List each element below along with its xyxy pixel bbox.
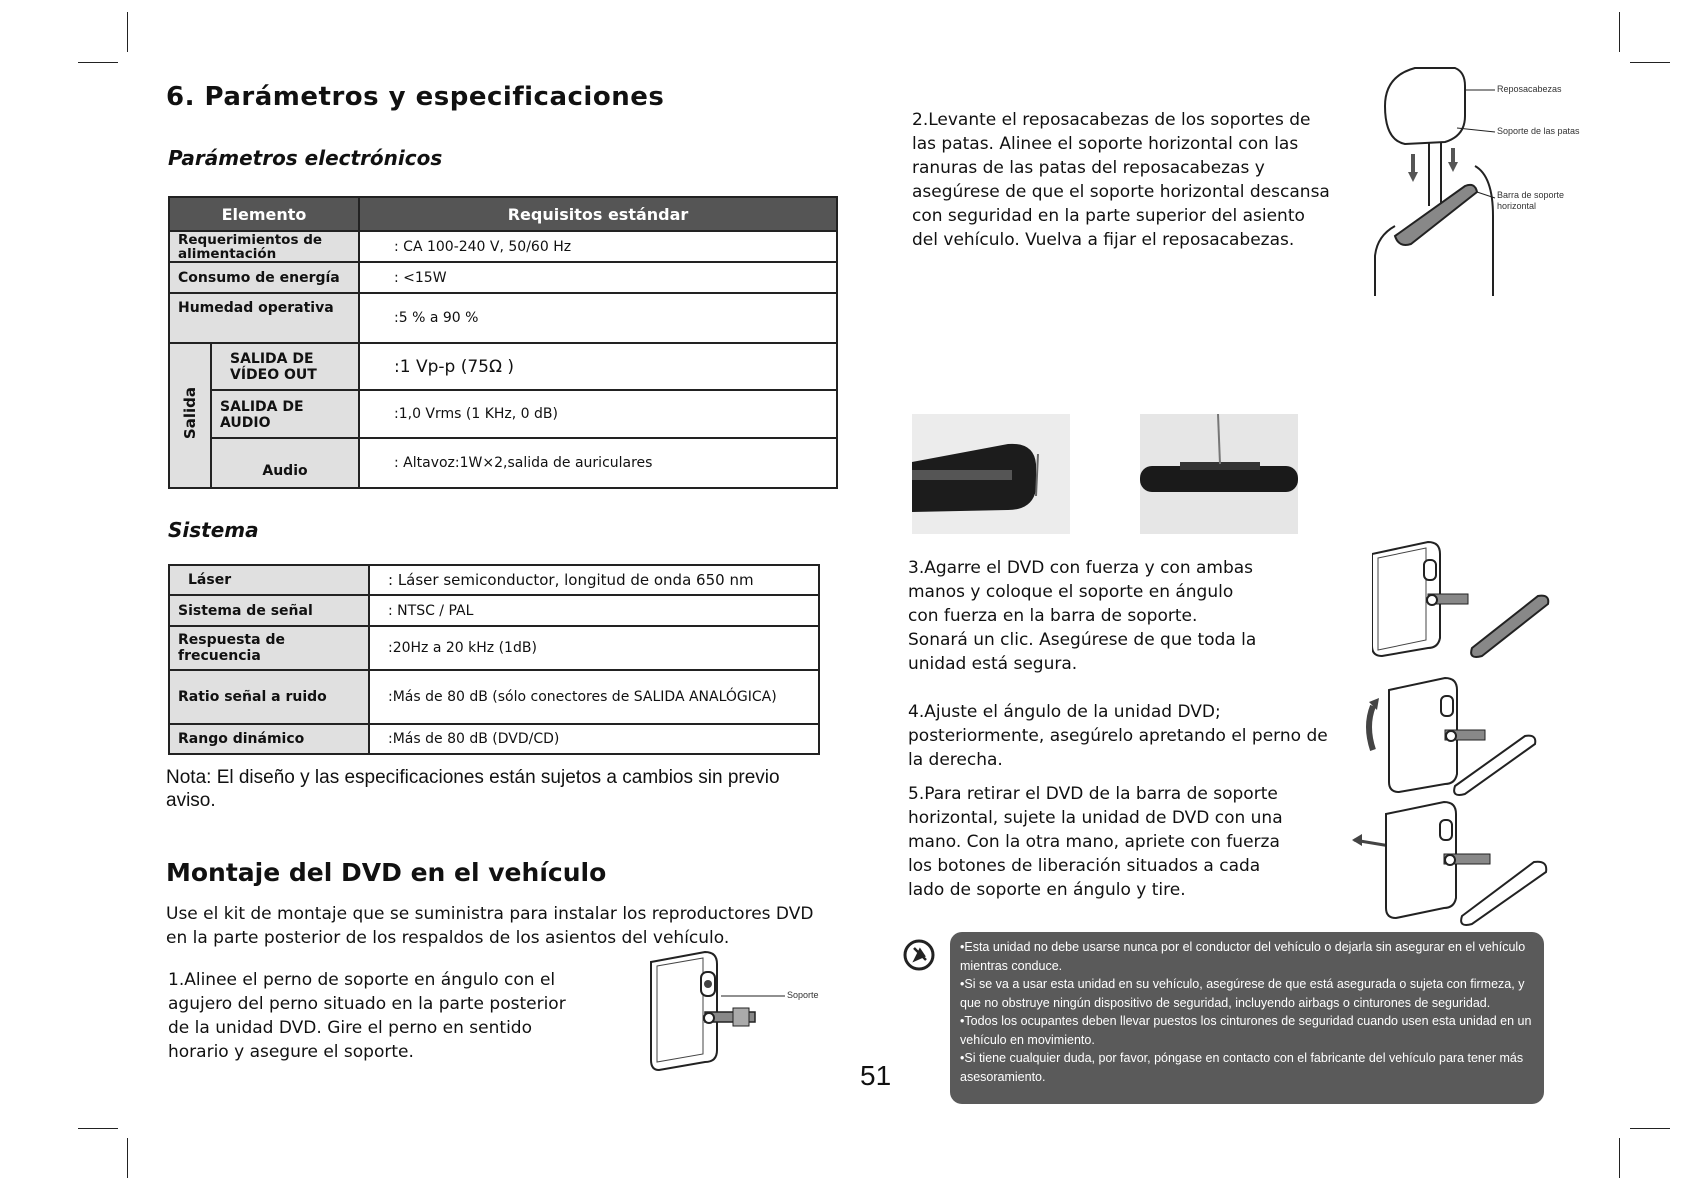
horizontal-bar-label: Barra de soporte horizontal <box>1497 190 1565 211</box>
step-5-text: 5.Para retirar el DVD de la barra de soporte horizontal, sujete la unidad de DVD con una mano. Con la otra mano, apriete con fuerza los botones de liberación situados a cada lado de soporte en ángulo y tire. <box>908 784 1283 900</box>
crop-mark <box>1619 1138 1620 1178</box>
table-cell-key: Sistema de señal <box>169 595 369 626</box>
table-cell-key: Láser <box>169 565 369 595</box>
warning-item: •Todos los ocupantes deben llevar puestos los cinturones de seguridad cuando usen esta unidad en un vehículo en movimiento. <box>960 1014 1532 1047</box>
table-cell-value: :Más de 80 dB (sólo conectores de SALIDA ANALÓGICA) <box>369 670 819 724</box>
step-1-text: 1.Alinee el perno de soporte en ángulo con el agujero del perno situado en la parte posterior de la unidad DVD. Gire el perno en sentido horario y asegure el soporte. <box>168 970 566 1062</box>
table-cell-value: : Láser semiconductor, longitud de onda 650 nm <box>369 565 819 595</box>
headrest-icon <box>1365 66 1580 296</box>
table-cell-value: :1,0 Vrms (1 KHz, 0 dB) <box>359 390 837 438</box>
table-cell-value: : Altavoz:1W×2,salida de auriculares <box>359 438 837 488</box>
crop-mark <box>1630 62 1670 63</box>
table-cell-key: SALIDA DE VÍDEO OUT <box>211 343 359 390</box>
step-3-illustration <box>1372 540 1552 660</box>
table-cell-value: :Más de 80 dB (DVD/CD) <box>369 724 819 754</box>
step-2-text: 2.Levante el reposacabezas de los soportes de las patas. Alinee el soporte horizontal con las ranuras de las patas del reposacabezas y asegúrese de que el soporte horizontal descansa con seguridad en la parte superior del asiento del vehículo. Vuelva a fijar el reposacabezas. <box>912 110 1330 250</box>
table-header-item: Elemento <box>169 197 359 231</box>
table-cell-key: Audio <box>211 438 359 488</box>
table-cell-key: Humedad operativa <box>169 293 359 343</box>
page-title: 6. Parámetros y especificaciones <box>166 82 665 112</box>
electronic-heading: Parámetros electrónicos <box>168 146 443 170</box>
crop-mark <box>127 12 128 52</box>
table-cell-value: :5 % a 90 % <box>359 293 837 343</box>
page-number: 51 <box>860 1060 892 1091</box>
warning-icon <box>902 938 936 972</box>
bracket-photo-1 <box>912 414 1070 534</box>
crop-mark <box>78 1128 118 1129</box>
system-spec-table <box>168 564 820 755</box>
mount-intro: Use el kit de montaje que se suministra para instalar los reproductores DVD en la parte posterior de los respaldos de los asientos del vehículo. <box>166 904 814 948</box>
bracket-photo-icon <box>912 414 1070 534</box>
crop-mark <box>1630 1128 1670 1129</box>
note-text: Nota: El diseño y las especificaciones están sujetos a cambios sin previo aviso. <box>166 767 780 811</box>
table-cell-key: SALIDA DE AUDIO <box>211 390 359 438</box>
table-cell-key: Consumo de energía <box>169 262 359 293</box>
output-group-label: Salida <box>181 387 199 440</box>
table-cell-key: Requerimientos de alimentación <box>169 231 359 262</box>
step-2-illustration <box>1365 66 1580 296</box>
table-cell-value: : NTSC / PAL <box>369 595 819 626</box>
crop-mark <box>127 1138 128 1178</box>
table-cell-key: Respuesta de frecuencia <box>169 626 369 670</box>
table-cell-value: :20Hz a 20 kHz (1dB) <box>369 626 819 670</box>
warning-item: •Esta unidad no debe usarse nunca por el conductor del vehículo o dejarla sin asegurar en el vehículo mientras conduce. <box>960 940 1526 973</box>
step-1-label: Soporte <box>787 990 819 1000</box>
step-3-text: 3.Agarre el DVD con fuerza y con ambas manos y coloque el soporte en ángulo con fuerza en la barra de soporte. Sonará un clic. Asegúrese de que toda la unidad está segura. <box>908 558 1257 674</box>
headrest-label: Reposacabezas <box>1497 84 1562 94</box>
bracket-photo-icon <box>1140 414 1298 534</box>
warning-box <box>950 932 1544 1104</box>
warning-item: •Si se va a usar esta unidad en su vehículo, asegúrese de que está asegurada o sujeta con firmeza, y que no obstruye ningún dispositivo de seguridad, incluyendo airbags o cinturones de seguridad. <box>960 977 1525 1010</box>
table-cell-key: Ratio señal a ruido <box>169 670 369 724</box>
table-cell-key: Rango dinámico <box>169 724 369 754</box>
output-group-cell <box>169 343 211 488</box>
table-header-requirements: Requisitos estándar <box>359 197 837 231</box>
electronic-spec-table <box>168 196 838 489</box>
table-cell-value: : <15W <box>359 262 837 293</box>
system-heading: Sistema <box>168 518 259 542</box>
step-5-illustration <box>1352 800 1557 930</box>
dvd-bracket-icon <box>645 950 835 1072</box>
bracket-photo-2 <box>1140 414 1298 534</box>
warning-item: •Si tiene cualquier duda, por favor, póngase en contacto con el fabricante del vehículo para tener más asesoramiento. <box>960 1051 1524 1084</box>
leg-support-label: Soporte de las patas <box>1497 126 1580 136</box>
crop-mark <box>78 62 118 63</box>
crop-mark <box>1619 12 1620 52</box>
step-1-illustration <box>645 950 835 1072</box>
dvd-adjust-icon <box>1365 676 1550 796</box>
table-cell-value: : CA 100-240 V, 50/60 Hz <box>359 231 837 262</box>
step-4-text: 4.Ajuste el ángulo de la unidad DVD; posteriormente, asegúrelo apretando el perno de la derecha. <box>908 702 1328 770</box>
dvd-remove-icon <box>1352 800 1557 930</box>
dvd-attach-icon <box>1372 540 1552 660</box>
table-cell-value: :1 Vp-p (75Ω ) <box>359 343 837 390</box>
mount-heading: Montaje del DVD en el vehículo <box>166 858 607 887</box>
step-4-illustration <box>1365 676 1550 796</box>
